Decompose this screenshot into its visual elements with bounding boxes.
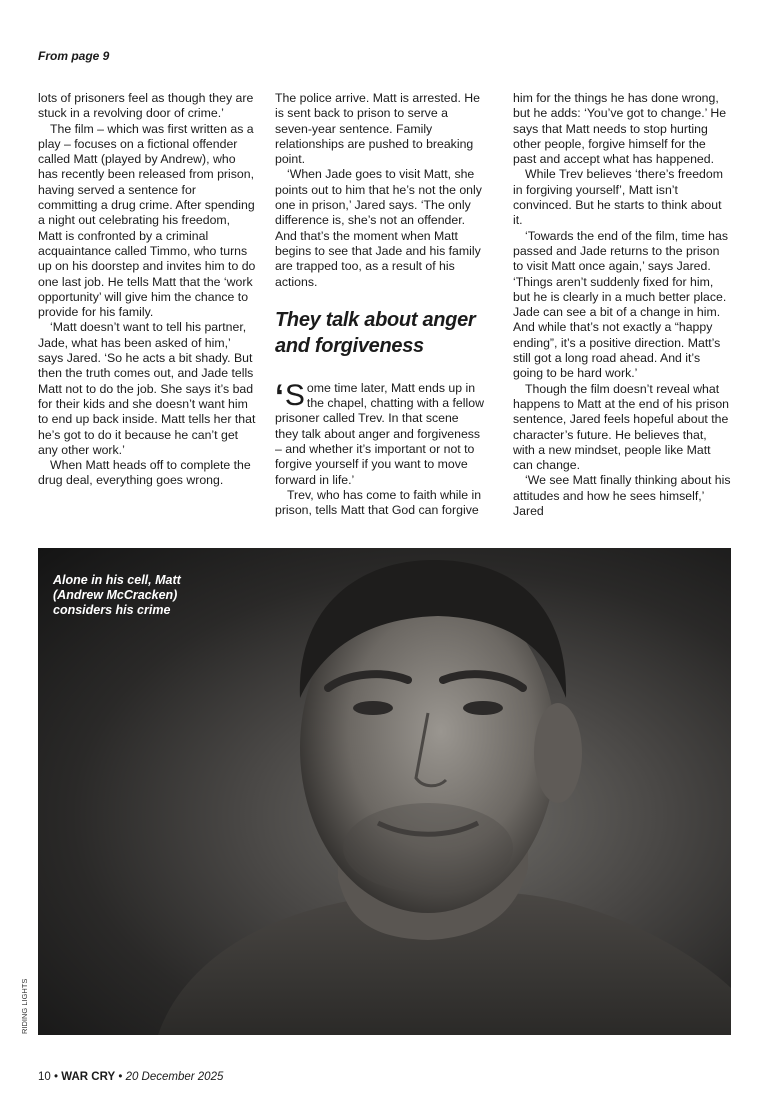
paragraph: The film – which was first written as a play – focuses on a fictional offender called Matt (played by Andrew), who has recently been released from prison, having served a sentence for committing a drug crime. After spending a night out celebrating his freedom, Matt is confronted by a criminal acquaintance called Timmo, who turns up on his doorstep and invites him to do one last job. He tells Matt that the ‘work opportunity’ will give him the chance to provide for his family.	[38, 121, 256, 320]
paragraph: When Matt heads off to complete the drug deal, everything goes wrong.	[38, 458, 251, 488]
drop-cap-quote: ‘	[275, 377, 284, 414]
paragraph: Trev, who has come to faith while in prison, tells Matt that God can forgive	[275, 487, 482, 518]
paragraph: The police arrive. Matt is arrested. He is sent back to prison to serve a seven-year sentence. Family relationships are pushed to breaking point.	[275, 91, 481, 167]
paragraph: ‘Towards the end of the film, time has passed and Jade returns to the prison to visit Matt once again,’ says Jared. ‘Things aren’t suddenly fixed for him, but he is clearly in a much better place. Jade can see a bit of a change in him. And while that’s not exactly a “happy ending”, it’s a positive direction. Matt’s still got a long road ahead. And it’s going to be hard work.’	[513, 228, 728, 381]
paragraph: ‘We see Matt finally thinking about his attitudes and how he sees himself,’ Jared	[513, 473, 731, 519]
paragraph: While Trev believes ‘there’s freedom in forgiving yourself’, Matt isn’t convinced. But he starts to think about it.	[513, 167, 723, 228]
issue-date: 20 December 2025	[125, 1071, 224, 1083]
photo-caption: Alone in his cell, Matt (Andrew McCracken) considers his crime	[53, 573, 181, 617]
article-column-3	[513, 91, 731, 519]
paragraph: ‘Matt doesn’t want to tell his partner, Jade, what has been asked of him,’ says Jared. ‘So he acts a bit shady. But then the truth comes out, and Jade tells Matt not to do the job. She says it’s bad for their kids and she doesn’t want him to end up back inside. Matt tells her that he’s got to do it because he can’t get any other work.’	[38, 320, 256, 457]
publication-name: WAR CRY	[61, 1071, 116, 1083]
article-photo	[38, 548, 731, 1035]
footer-separator: •	[118, 1071, 123, 1083]
page-footer	[38, 1071, 223, 1083]
article-column-2	[275, 91, 485, 519]
photo-credit: RIDING LIGHTS	[20, 978, 29, 1034]
paragraph: lots of prisoners feel as though they are stuck in a revolving door of crime.’	[38, 91, 254, 121]
drop-cap-letter: S	[284, 378, 305, 412]
continued-from-label: From page 9	[38, 49, 110, 63]
paragraph: ‘When Jade goes to visit Matt, she points out to him that he’s not the only one in prison,’ Jared says. ‘The only difference is, she’s not an offender. And that’s the moment when Matt begins to see that Jade and his family are trapped too, as a result of his actions.	[275, 167, 482, 289]
drop-cap-paragraph-text: ome time later, Matt ends up in the chapel, chatting with a fellow prisoner called Trev. In that scene they talk about anger and forgiveness – and whether it’s important or not to forgive yourself if you want to move forward in life.’	[275, 380, 484, 487]
drop-cap-paragraph	[275, 377, 485, 488]
subheading: They talk about anger and forgiveness	[275, 308, 476, 357]
page-number: 10	[38, 1071, 51, 1083]
article-column-1	[38, 91, 256, 489]
paragraph: him for the things he has done wrong, but he adds: ‘You’ve got to change.’ He says that Matt needs to stop hurting other people, forgive himself for the past and accept what has happened.	[513, 91, 727, 167]
portrait-illustration	[38, 548, 731, 1035]
footer-separator: •	[54, 1071, 59, 1083]
paragraph: Though the film doesn’t reveal what happens to Matt at the end of his prison sentence, Jared feels hopeful about the character’s future. He believes that, with a new mindset, people like Matt can change.	[513, 381, 730, 473]
